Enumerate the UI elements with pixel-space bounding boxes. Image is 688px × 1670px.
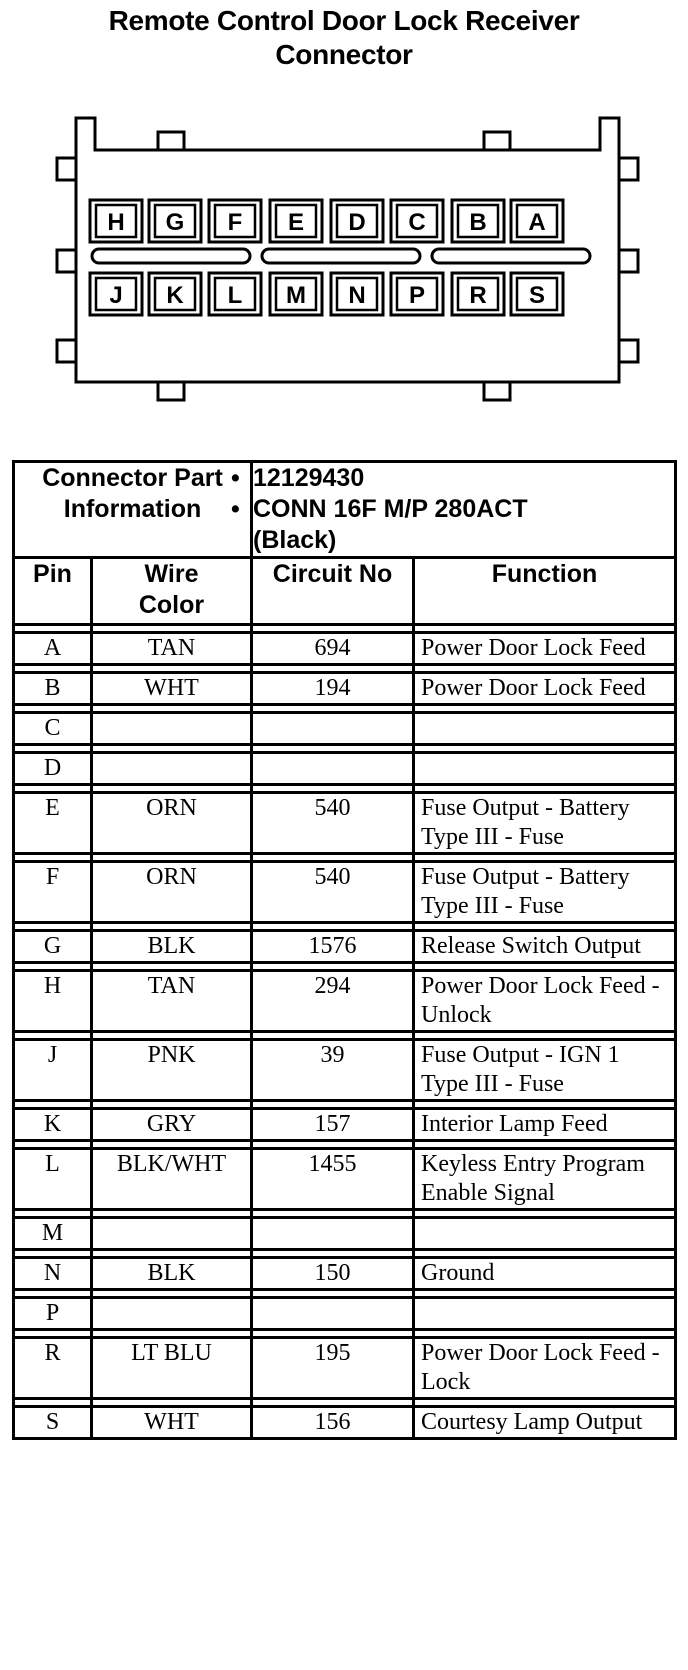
- top-latch-right: [484, 132, 510, 150]
- row-spacer-cell: [92, 665, 252, 673]
- circuit-no-cell: 195: [252, 1338, 414, 1399]
- side-tab-right-1: [619, 158, 638, 180]
- key-slot-middle: [262, 249, 420, 263]
- row-spacer-cell: [252, 923, 414, 931]
- row-spacer: [14, 1210, 676, 1218]
- pin-label-h: H: [107, 209, 125, 236]
- table-row: [14, 673, 676, 705]
- function-cell: [414, 1298, 676, 1330]
- row-spacer-cell: [92, 1101, 252, 1109]
- pin-label-e: E: [287, 209, 305, 236]
- row-spacer-cell: [252, 665, 414, 673]
- pin-label-b: B: [469, 209, 487, 236]
- pin-cell: F: [14, 862, 92, 923]
- row-spacer-cell: [414, 625, 676, 633]
- row-spacer-cell: [252, 1141, 414, 1149]
- function-cell: Power Door Lock Feed: [414, 633, 676, 665]
- row-spacer-cell: [14, 1399, 92, 1407]
- header-pin: Pin: [14, 558, 92, 625]
- row-spacer-cell: [252, 963, 414, 971]
- function-cell: Interior Lamp Feed: [414, 1109, 676, 1141]
- circuit-no-cell: 540: [252, 862, 414, 923]
- pin-label-g: G: [165, 209, 185, 236]
- row-spacer-cell: [414, 1290, 676, 1298]
- function-cell: Power Door Lock Feed - Lock: [414, 1338, 676, 1399]
- circuit-no-cell: 1576: [252, 931, 414, 963]
- row-spacer-cell: [414, 1101, 676, 1109]
- part-info-label-line-1: Connector Part: [42, 464, 223, 492]
- part-description-color: (Black): [253, 526, 337, 554]
- circuit-no-cell: 294: [252, 971, 414, 1032]
- pin-label-d: D: [348, 209, 366, 236]
- row-spacer: [14, 705, 676, 713]
- row-spacer-cell: [414, 923, 676, 931]
- row-spacer-cell: [414, 1399, 676, 1407]
- wire-color-cell: BLK/WHT: [92, 1149, 252, 1210]
- row-spacer: [14, 1032, 676, 1040]
- circuit-no-cell: 694: [252, 633, 414, 665]
- row-spacer-cell: [414, 1032, 676, 1040]
- side-tab-right-2: [619, 250, 638, 272]
- pin-cell: A: [14, 633, 92, 665]
- row-spacer-cell: [14, 1032, 92, 1040]
- key-slot-right: [432, 249, 590, 263]
- function-cell: Power Door Lock Feed - Unlock: [414, 971, 676, 1032]
- row-spacer-cell: [14, 745, 92, 753]
- connector-info-table: [12, 460, 677, 1440]
- pin-label-f: F: [227, 209, 243, 236]
- row-spacer: [14, 625, 676, 633]
- row-spacer-cell: [252, 1210, 414, 1218]
- row-spacer-cell: [252, 1330, 414, 1338]
- row-spacer: [14, 963, 676, 971]
- table-row: [14, 1407, 676, 1439]
- table-row: [14, 1338, 676, 1399]
- wire-color-cell: WHT: [92, 673, 252, 705]
- row-spacer: [14, 1250, 676, 1258]
- row-spacer-cell: [14, 963, 92, 971]
- row-spacer-cell: [92, 785, 252, 793]
- row-spacer-cell: [252, 1399, 414, 1407]
- side-tab-right-3: [619, 340, 638, 362]
- table-row: [14, 713, 676, 745]
- pin-cell: E: [14, 793, 92, 854]
- row-spacer: [14, 1290, 676, 1298]
- row-spacer-cell: [414, 854, 676, 862]
- row-spacer-cell: [414, 1141, 676, 1149]
- row-spacer-cell: [252, 705, 414, 713]
- side-tab-left-1: [57, 158, 76, 180]
- circuit-no-cell: 156: [252, 1407, 414, 1439]
- row-spacer-cell: [14, 1101, 92, 1109]
- pin-cell: M: [14, 1218, 92, 1250]
- function-cell: [414, 713, 676, 745]
- function-cell: Power Door Lock Feed: [414, 673, 676, 705]
- row-spacer-cell: [414, 1330, 676, 1338]
- row-spacer: [14, 1399, 676, 1407]
- part-description: • CONN 16F M/P 280ACT: [253, 494, 674, 525]
- function-cell: Fuse Output - IGN 1 Type III - Fuse: [414, 1040, 676, 1101]
- pin-label-s: S: [528, 282, 546, 309]
- row-spacer-cell: [92, 963, 252, 971]
- table-row: [14, 633, 676, 665]
- table-row: [14, 931, 676, 963]
- header-wire-color: [92, 558, 252, 625]
- table-row: [14, 1258, 676, 1290]
- wire-color-cell: WHT: [92, 1407, 252, 1439]
- wire-color-cell: TAN: [92, 971, 252, 1032]
- table-row: [14, 1298, 676, 1330]
- pin-cell: B: [14, 673, 92, 705]
- wire-color-cell: [92, 753, 252, 785]
- pin-label-k: K: [166, 282, 184, 309]
- row-spacer-cell: [14, 665, 92, 673]
- title-line-1: Remote Control Door Lock Receiver: [108, 5, 580, 36]
- wire-color-cell: GRY: [92, 1109, 252, 1141]
- row-spacer-cell: [414, 785, 676, 793]
- table-row: [14, 753, 676, 785]
- circuit-no-cell: [252, 753, 414, 785]
- circuit-no-cell: [252, 1298, 414, 1330]
- wire-color-cell: [92, 1298, 252, 1330]
- pin-label-n: N: [348, 282, 366, 309]
- title-line-2: Connector: [275, 39, 413, 70]
- row-spacer-cell: [14, 625, 92, 633]
- wire-color-cell: LT BLU: [92, 1338, 252, 1399]
- table-row: [14, 862, 676, 923]
- row-spacer-cell: [92, 854, 252, 862]
- row-spacer-cell: [252, 625, 414, 633]
- row-spacer-cell: [414, 1210, 676, 1218]
- key-slot-left: [92, 249, 250, 263]
- row-spacer-cell: [414, 963, 676, 971]
- row-spacer: [14, 745, 676, 753]
- pin-cell: G: [14, 931, 92, 963]
- function-cell: Keyless Entry Program Enable Signal: [414, 1149, 676, 1210]
- pin-cell: J: [14, 1040, 92, 1101]
- wire-color-cell: BLK: [92, 1258, 252, 1290]
- row-spacer-cell: [414, 705, 676, 713]
- wire-color-cell: [92, 1218, 252, 1250]
- circuit-no-cell: 1455: [252, 1149, 414, 1210]
- table-row: [14, 1149, 676, 1210]
- row-spacer-cell: [14, 1210, 92, 1218]
- circuit-no-cell: [252, 1218, 414, 1250]
- circuit-no-cell: 39: [252, 1040, 414, 1101]
- row-spacer-cell: [92, 923, 252, 931]
- pin-label-p: P: [408, 282, 426, 309]
- connector-drawing: [0, 110, 688, 410]
- side-tab-left-2: [57, 250, 76, 272]
- table-row: [14, 793, 676, 854]
- row-spacer-cell: [14, 1290, 92, 1298]
- row-spacer-cell: [92, 1141, 252, 1149]
- row-spacer-cell: [414, 745, 676, 753]
- pin-cell: K: [14, 1109, 92, 1141]
- row-spacer-cell: [92, 625, 252, 633]
- row-spacer-cell: [252, 745, 414, 753]
- row-spacer: [14, 1141, 676, 1149]
- part-info-row: [14, 462, 676, 558]
- part-info-label-line-2: Information: [63, 495, 202, 523]
- header-wire-color-line-2: Color: [138, 591, 205, 619]
- row-spacer-cell: [14, 705, 92, 713]
- side-tab-left-3: [57, 340, 76, 362]
- pin-label-j: J: [109, 282, 123, 309]
- table-row: [14, 1040, 676, 1101]
- wire-color-cell: ORN: [92, 793, 252, 854]
- wire-color-cell: ORN: [92, 862, 252, 923]
- bottom-latch-right: [484, 382, 510, 400]
- wire-color-cell: [92, 713, 252, 745]
- row-spacer-cell: [252, 854, 414, 862]
- row-spacer-cell: [92, 1210, 252, 1218]
- row-spacer: [14, 1101, 676, 1109]
- table-row: [14, 1109, 676, 1141]
- pin-cell: R: [14, 1338, 92, 1399]
- bottom-latch-left: [158, 382, 184, 400]
- function-cell: Ground: [414, 1258, 676, 1290]
- row-spacer: [14, 923, 676, 931]
- row-spacer-cell: [92, 1399, 252, 1407]
- pin-cell: N: [14, 1258, 92, 1290]
- circuit-no-cell: 157: [252, 1109, 414, 1141]
- row-spacer-cell: [92, 1290, 252, 1298]
- row-spacer-cell: [14, 854, 92, 862]
- wire-color-cell: PNK: [92, 1040, 252, 1101]
- row-spacer-cell: [252, 785, 414, 793]
- top-latch-left: [158, 132, 184, 150]
- part-info-values: [252, 462, 676, 558]
- function-cell: Fuse Output - Battery Type III - Fuse: [414, 793, 676, 854]
- wire-color-cell: TAN: [92, 633, 252, 665]
- pin-label-a: A: [528, 209, 546, 236]
- pin-label-m: M: [286, 282, 306, 309]
- row-spacer-cell: [252, 1101, 414, 1109]
- table-row: [14, 1218, 676, 1250]
- row-spacer-cell: [92, 705, 252, 713]
- row-spacer-cell: [252, 1250, 414, 1258]
- row-spacer-cell: [14, 785, 92, 793]
- row-spacer-cell: [92, 1032, 252, 1040]
- row-spacer-cell: [414, 665, 676, 673]
- pin-cell: D: [14, 753, 92, 785]
- row-spacer-cell: [14, 923, 92, 931]
- wire-color-cell: BLK: [92, 931, 252, 963]
- circuit-no-cell: 150: [252, 1258, 414, 1290]
- pin-cell: C: [14, 713, 92, 745]
- function-cell: [414, 753, 676, 785]
- row-spacer: [14, 854, 676, 862]
- pin-cell: H: [14, 971, 92, 1032]
- circuit-no-cell: 540: [252, 793, 414, 854]
- row-spacer-cell: [252, 1290, 414, 1298]
- pin-cell: L: [14, 1149, 92, 1210]
- function-cell: Fuse Output - Battery Type III - Fuse: [414, 862, 676, 923]
- row-spacer-cell: [92, 745, 252, 753]
- table-row: [14, 971, 676, 1032]
- row-spacer: [14, 665, 676, 673]
- function-cell: Release Switch Output: [414, 931, 676, 963]
- row-spacer-cell: [92, 1330, 252, 1338]
- diagram-title: [0, 4, 688, 72]
- row-spacer-cell: [14, 1141, 92, 1149]
- row-spacer: [14, 785, 676, 793]
- header-function: Function: [414, 558, 676, 625]
- part-info-label: [14, 462, 252, 558]
- row-spacer-cell: [414, 1250, 676, 1258]
- row-spacer-cell: [92, 1250, 252, 1258]
- function-cell: Courtesy Lamp Output: [414, 1407, 676, 1439]
- row-spacer-cell: [14, 1330, 92, 1338]
- circuit-no-cell: [252, 713, 414, 745]
- header-wire-color-line-1: Wire: [144, 560, 199, 588]
- pin-label-r: R: [469, 282, 487, 309]
- row-spacer-cell: [14, 1250, 92, 1258]
- pin-label-c: C: [408, 209, 426, 236]
- function-cell: [414, 1218, 676, 1250]
- row-spacer-cell: [252, 1032, 414, 1040]
- header-circuit-no: Circuit No: [252, 558, 414, 625]
- part-number: • 12129430: [253, 463, 674, 494]
- row-spacer: [14, 1330, 676, 1338]
- column-header-row: [14, 558, 676, 625]
- circuit-no-cell: 194: [252, 673, 414, 705]
- pin-cell: P: [14, 1298, 92, 1330]
- pin-cell: S: [14, 1407, 92, 1439]
- pin-label-l: L: [227, 282, 243, 309]
